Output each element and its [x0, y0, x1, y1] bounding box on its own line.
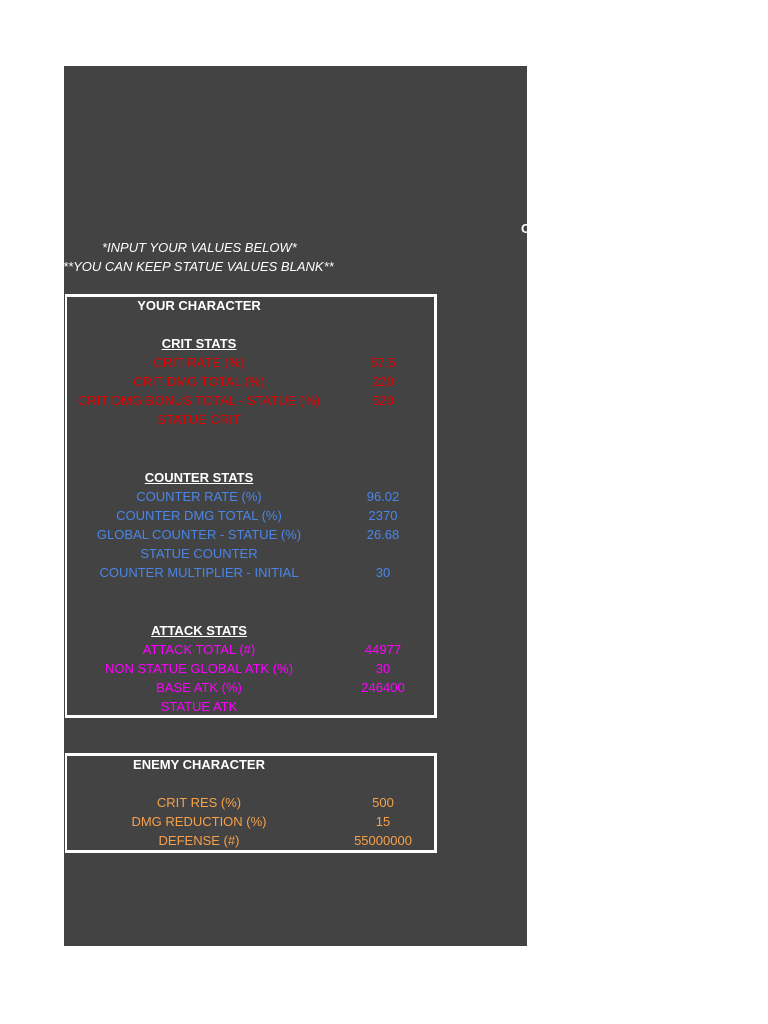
- crit-rate-value[interactable]: 57.5: [370, 355, 396, 370]
- dmg-reduction-value[interactable]: 15: [375, 814, 391, 829]
- crit-res-value[interactable]: 500: [372, 795, 394, 810]
- global-counter-value[interactable]: 26.68: [366, 527, 400, 542]
- statue-crit-label: STATUE CRIT: [157, 412, 241, 427]
- enemy-character-title: ENEMY CHARACTER: [133, 757, 265, 772]
- base-atk-label: BASE ATK (%): [156, 680, 242, 695]
- defense-label: DEFENSE (#): [158, 833, 240, 848]
- statue-blank-note: **YOU CAN KEEP STATUE VALUES BLANK**: [63, 259, 334, 274]
- statue-atk-label: STATUE ATK: [160, 699, 238, 714]
- crit-stats-heading: CRIT STATS: [161, 336, 237, 351]
- crit-res-label: CRIT RES (%): [156, 795, 242, 810]
- crit-rate-label: CRIT RATE (%): [153, 355, 245, 370]
- clipped-cell-text: C: [521, 221, 531, 236]
- crit-dmg-bonus-label: CRIT DMG BONUS TOTAL - STATUE (%): [77, 393, 321, 408]
- attack-total-label: ATTACK TOTAL (#): [142, 642, 256, 657]
- input-instruction-note: *INPUT YOUR VALUES BELOW*: [102, 240, 297, 255]
- counter-multiplier-label: COUNTER MULTIPLIER - INITIAL: [99, 565, 299, 580]
- counter-rate-label: COUNTER RATE (%): [136, 489, 262, 504]
- non-statue-global-atk-label: NON STATUE GLOBAL ATK (%): [104, 661, 294, 676]
- global-counter-label: GLOBAL COUNTER - STATUE (%): [96, 527, 302, 542]
- counter-dmg-total-label: COUNTER DMG TOTAL (%): [116, 508, 282, 523]
- attack-stats-heading: ATTACK STATS: [151, 623, 247, 638]
- counter-rate-value[interactable]: 96.02: [366, 489, 400, 504]
- crit-dmg-total-label: CRIT DMG TOTAL (%): [133, 374, 265, 389]
- your-character-title: YOUR CHARACTER: [137, 298, 261, 313]
- base-atk-value[interactable]: 246400: [361, 680, 405, 695]
- dmg-reduction-label: DMG REDUCTION (%): [131, 814, 267, 829]
- crit-dmg-bonus-value[interactable]: 520: [372, 393, 394, 408]
- statue-counter-label: STATUE COUNTER: [140, 546, 258, 561]
- crit-dmg-total-value[interactable]: 220: [372, 374, 394, 389]
- counter-dmg-total-value[interactable]: 2370: [368, 508, 398, 523]
- attack-total-value[interactable]: 44977: [364, 642, 402, 657]
- counter-stats-heading: COUNTER STATS: [144, 470, 254, 485]
- defense-value[interactable]: 55000000: [354, 833, 412, 848]
- non-statue-global-atk-value[interactable]: 30: [375, 661, 391, 676]
- counter-multiplier-value[interactable]: 30: [375, 565, 391, 580]
